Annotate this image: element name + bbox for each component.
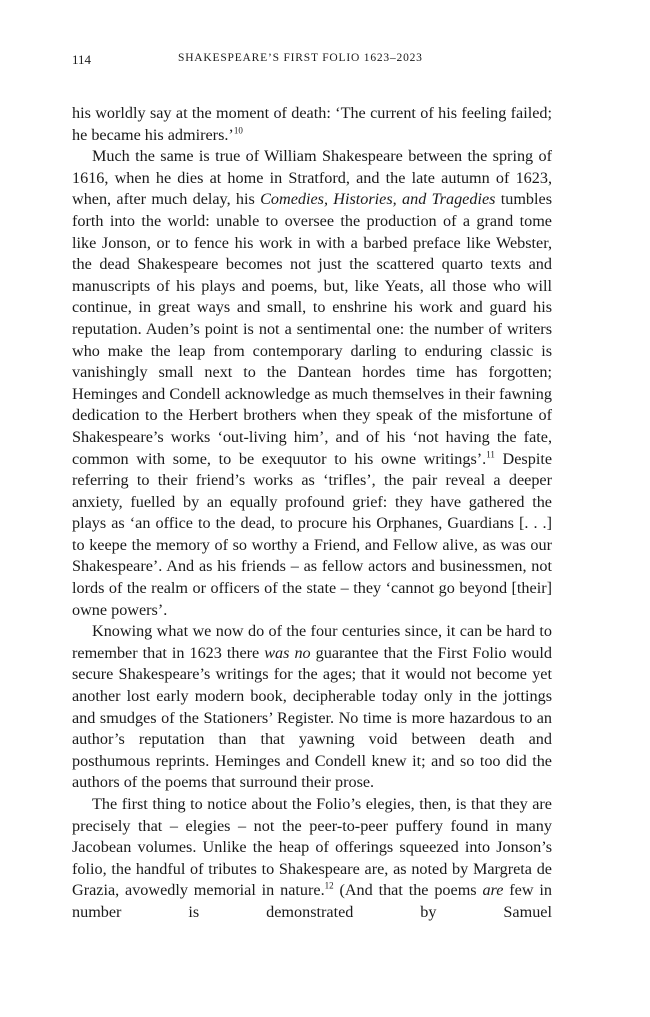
- paragraph-4: [72, 794, 552, 924]
- italic-text: are: [482, 881, 504, 900]
- text-run: guarantee that the First Folio would secure Shakespeare’s writings for the ages; that it would not become yet another lost early modern book, decipherable today only in the jottings and smudges of the Stationers’ Register. No time is more hazardous to an author’s reputation than that yawning void between death and posthumous reprints. Heminges and Condell knew it; and so too did the authors of the poems that surround their prose.: [72, 643, 552, 792]
- italic-text: Comedies, Histories, and Tragedies: [260, 190, 496, 209]
- body-text: [72, 103, 552, 924]
- text-run: Much the same is true of William Shakespeare between the spring of 1616, when he dies at home in Stratford, and the late autumn of 1623, when, after much delay, his: [72, 147, 552, 209]
- running-title: SHAKESPEARE’S FIRST FOLIO 1623–2023: [178, 52, 423, 64]
- page-number: 114: [72, 52, 92, 67]
- footnote-ref: 10: [233, 125, 243, 136]
- text-run: his worldly say at the moment of death: ‘The current of his feeling failed; he became his admirers.’: [72, 104, 552, 144]
- italic-text: was no: [264, 643, 311, 662]
- text-run: few in number is demonstrated by Samuel: [72, 881, 552, 921]
- paragraph-1: [72, 103, 552, 146]
- footnote-ref: 12: [324, 880, 334, 891]
- text-run: tumbles forth into the world: unable to oversee the production of a grand tome like Jonson, or to fence his work in with a barbed preface like Webster, the dead Shakespeare becomes not just the scattered quarto texts and manuscripts of his plays and poems, but, like Yeats, all those who will continue, in great ways and small, to enshrine his work and guard his reputation. Auden’s point is not a sentimental one: the number of writers who make the leap from contemporary darling to enduring classic is vanishingly small next to the Dantean hordes time has forgotten; Heminges and Condell acknowledge as much themselves in their fawning dedication to the Herbert brothers when they speak of the misfortune of Shakespeare’s works ‘out-living him’, and of his ‘not having the fate, common with some, to be exequutor to his owne writings’.: [72, 190, 552, 468]
- footnote-ref: 11: [486, 449, 495, 460]
- text-run: Despite referring to their friend’s works as ‘trifles’, the pair reveal a deeper anxiety, fuelled by an equally profound grief: they have gathered the plays as ‘an office to the dead, to procure his Orphanes, Guardians [. . .] to keepe the memory of so worthy a Friend, and Fellow alive, as was our Shakespeare’. And as his friends – as fellow actors and businessmen, not lords of the realm or officers of the state – they ‘cannot go beyond [their] owne powers’.: [72, 449, 552, 619]
- text-run: The first thing to notice about the Folio’s elegies, then, is that they are precisely that – elegies – not the peer-to-peer puffery found in many Jacobean volumes. Unlike the heap of offerings squeezed into Jonson’s folio, the handful of tributes to Shakespeare are, as noted by Margreta de Grazia, avowedly memorial in nature.: [72, 795, 552, 900]
- paragraph-2: [72, 146, 552, 621]
- text-run: (And that the poems: [333, 881, 483, 900]
- paragraph-3: [72, 621, 552, 794]
- text-run: Knowing what we now do of the four centuries since, it can be hard to remember that in 1623 there: [72, 622, 552, 662]
